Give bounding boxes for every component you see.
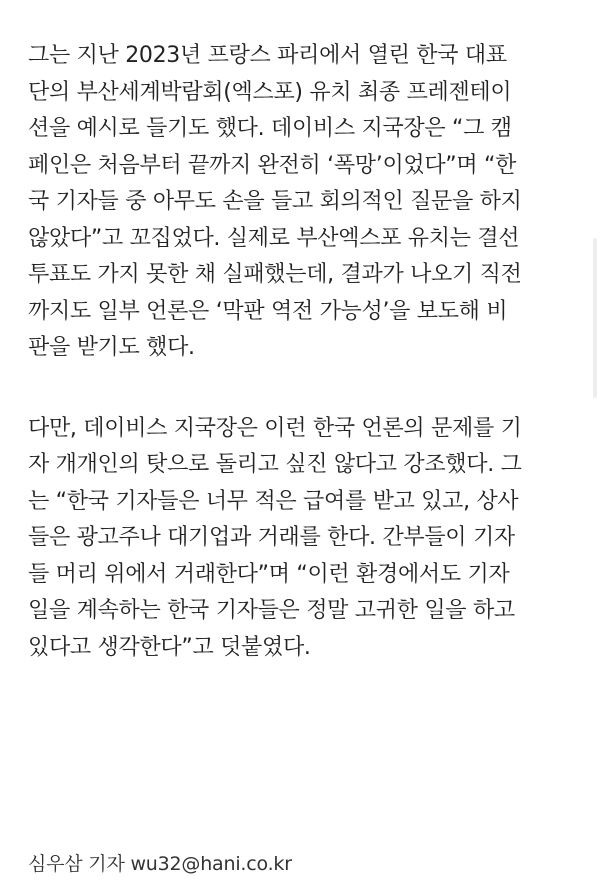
text-line: 페인은 처음부터 끝까지 완전히 ‘폭망’이었다”며 “한 — [28, 152, 517, 178]
reporter-byline: 심우삼 기자 wu32@hani.co.kr — [28, 853, 292, 875]
text-line: 일을 계속하는 한국 기자들은 정말 고귀한 일을 하고 — [28, 598, 515, 623]
text-line: 들은 광고주나 대기업과 거래를 한다. 간부들이 기자 — [28, 525, 515, 550]
scrollbar-thumb[interactable] — [593, 238, 597, 398]
text-line: 그는 지난 2023년 프랑스 파리에서 열린 한국 대표 — [28, 43, 507, 68]
text-line: 까지도 일부 언론은 ‘막판 역전 가능성’을 보도해 비 — [28, 298, 508, 324]
article-paragraph — [28, 38, 580, 367]
text-line: 있다고 생각한다”고 덧붙였다. — [28, 634, 311, 660]
text-line: 투표도 가지 못한 채 실패했는데, 결과가 나오기 직전 — [28, 262, 522, 287]
text-line: 국 기자들 중 아무도 손을 들고 회의적인 질문을 하지 — [28, 189, 522, 214]
article-paragraph — [28, 411, 580, 667]
text-line: 는 “한국 기자들은 너무 적은 급여를 받고 있고, 상사 — [28, 488, 519, 514]
text-line: 들 머리 위에서 거래한다”며 “이런 환경에서도 기자 — [28, 561, 510, 587]
text-line: 자 개개인의 탓으로 돌리고 싶진 않다고 강조했다. 그 — [28, 452, 522, 477]
text-line: 않았다”고 꼬집었다. 실제로 부산엑스포 유치는 결선 — [28, 225, 520, 251]
text-line: 단의 부산세계박람회(엑스포) 유치 최종 프레젠테이 — [28, 79, 512, 105]
text-line: 션을 예시로 들기도 했다. 데이비스 지국장은 “그 캠 — [28, 116, 512, 141]
text-line: 다만, 데이비스 지국장은 이런 한국 언론의 문제를 기 — [28, 415, 522, 441]
article-body — [28, 38, 580, 666]
text-line: 판을 받기도 했다. — [28, 335, 195, 360]
